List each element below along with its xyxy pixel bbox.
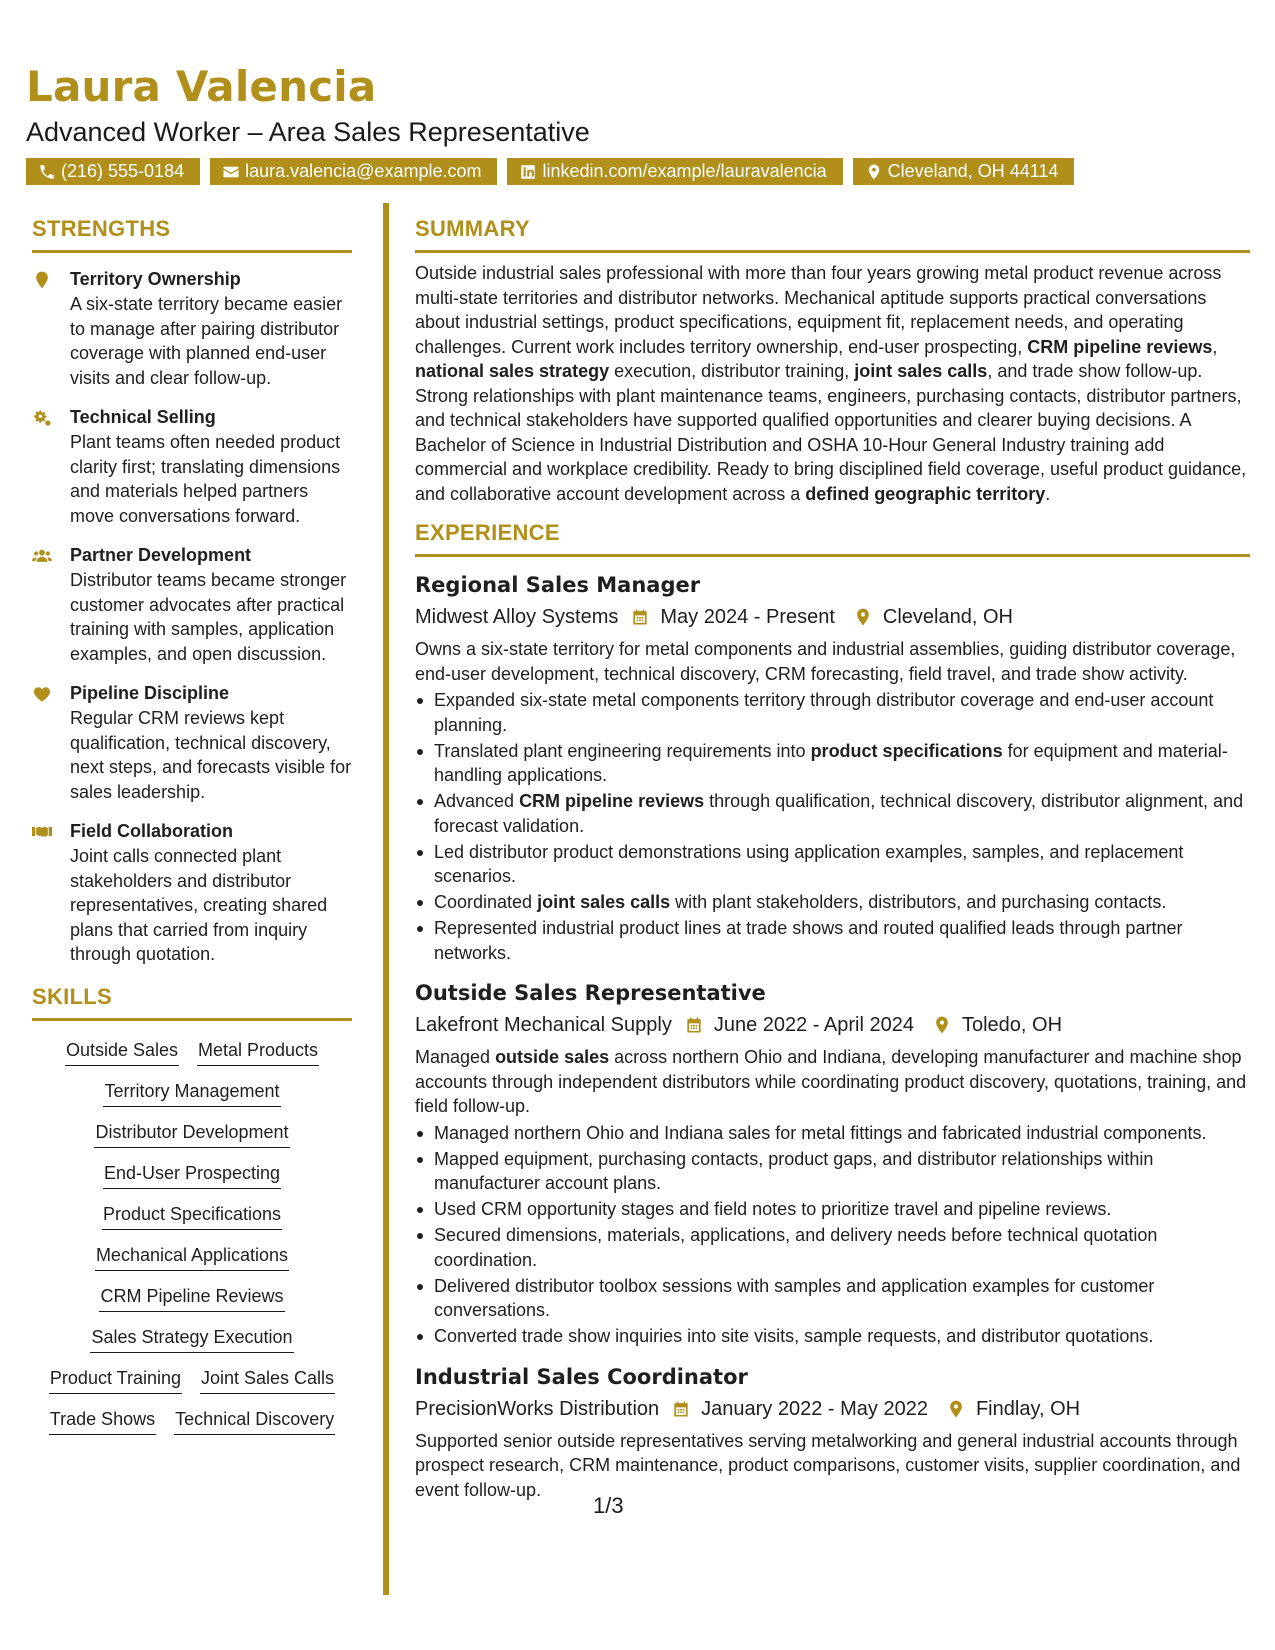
- skill-tag: Sales Strategy Execution: [90, 1324, 293, 1353]
- bullet-item: Delivered distributor toolbox sessions with samples and application examples for customer conversations.: [415, 1274, 1250, 1323]
- job-meta: [415, 1395, 1250, 1423]
- contact-phone[interactable]: [26, 158, 200, 185]
- main-column: [415, 214, 1250, 1502]
- resume-header: [26, 62, 1256, 185]
- job-dates: January 2022 - May 2022: [701, 1397, 928, 1420]
- job-location: Findlay, OH: [975, 1397, 1081, 1420]
- bullet-item: Advanced CRM pipeline reviews through qualification, technical discovery, distributor alignment, and forecast validation.: [415, 789, 1250, 838]
- job-company: Midwest Alloy Systems: [415, 606, 619, 628]
- bullet-item: Translated plant engineering requirements into product specifications for equipment and material-handling applications.: [415, 739, 1250, 788]
- heart-icon: [32, 684, 52, 704]
- contact-bar: [26, 158, 1256, 185]
- job-location: Toledo, OH: [961, 1014, 1063, 1036]
- emphasis-text: outside sales: [495, 1047, 610, 1067]
- job-company: PrecisionWorks Distribution: [415, 1397, 660, 1420]
- job-description: Owns a six-state territory for metal components and industrial assemblies, guiding distributor coverage, end-user development, technical discovery, CRM forecasting, field travel, and trade show activity.: [415, 639, 1236, 684]
- job-bullets: [415, 688, 1250, 965]
- bullet-item: Expanded six-state metal components territory through distributor coverage and end-user account planning.: [415, 688, 1250, 737]
- map-pin-icon: [865, 163, 883, 181]
- bullet-item: Represented industrial product lines at trade shows and routed qualified leads through partner networks.: [415, 916, 1250, 965]
- skill-tag: Outside Sales: [65, 1037, 179, 1066]
- contact-linkedin[interactable]: [507, 158, 842, 185]
- emphasis-text: joint sales calls: [537, 892, 671, 912]
- skill-tag: Territory Management: [103, 1078, 280, 1107]
- skills-list: [32, 1037, 352, 1435]
- skill-tag: Mechanical Applications: [95, 1242, 289, 1271]
- emphasis-text: national sales strategy: [415, 361, 610, 381]
- job-meta: [415, 603, 1250, 631]
- column-divider: [383, 203, 389, 1595]
- sidebar-column: [32, 214, 352, 1435]
- job-dates: May 2024 - Present: [660, 606, 835, 628]
- envelope-icon: [222, 163, 240, 181]
- strength-desc: Distributor teams became stronger customer advocates after practical training with samples, application examples, and open discussion.: [70, 570, 347, 664]
- strength-item: [32, 681, 352, 804]
- emphasis-text: defined geographic territory: [805, 483, 1046, 504]
- bullet-item: Coordinated joint sales calls with plant stakeholders, distributors, and purchasing contacts.: [415, 890, 1250, 915]
- job-title: Regional Sales Manager: [415, 573, 701, 597]
- emphasis-text: CRM pipeline reviews: [519, 791, 705, 811]
- emphasis-text: joint sales calls: [854, 361, 988, 381]
- skill-tag: Product Training: [49, 1365, 182, 1394]
- job-title: Outside Sales Representative: [415, 981, 766, 1005]
- strength-desc: Regular CRM reviews kept qualification, technical discovery, next steps, and forecasts visible for sales leadership.: [70, 708, 352, 802]
- strength-desc: Plant teams often needed product clarity first; translating dimensions and materials helped partners move conversations forward.: [70, 432, 341, 526]
- calendar-icon: [671, 1399, 691, 1419]
- strength-item: [32, 819, 352, 967]
- candidate-title: Advanced Worker – Area Sales Representative: [26, 117, 590, 147]
- skill-tag: Product Specifications: [102, 1201, 282, 1230]
- job-meta: [415, 1011, 1250, 1039]
- skill-tag: Trade Shows: [49, 1406, 156, 1435]
- strength-item: [32, 267, 352, 390]
- strength-title: Territory Ownership: [70, 269, 241, 289]
- job-dates: June 2022 - April 2024: [713, 1014, 914, 1036]
- strength-title: Pipeline Discipline: [70, 683, 230, 703]
- skill-tag: Technical Discovery: [174, 1406, 335, 1435]
- job-entry: [415, 1363, 1250, 1503]
- contact-linkedin-text: linkedin.com/example/lauravalencia: [542, 161, 827, 181]
- skill-tag: Metal Products: [197, 1037, 319, 1066]
- strength-item: [32, 543, 352, 666]
- job-company: Lakefront Mechanical Supply: [415, 1014, 672, 1036]
- strength-title: Partner Development: [70, 545, 252, 565]
- job-description: Supported senior outside representatives serving metalworking and general industrial accounts through prospect research, CRM maintenance, product comparisons, customer visits, supplier coordination, and event follow-up.: [415, 1430, 1241, 1500]
- bullet-item: Led distributor product demonstrations using application examples, samples, and replacement scenarios.: [415, 840, 1250, 889]
- users-icon: [32, 546, 52, 566]
- bullet-item: Used CRM opportunity stages and field notes to prioritize travel and pipeline reviews.: [415, 1197, 1250, 1222]
- emphasis-text: product specifications: [810, 740, 1003, 761]
- skill-tag: Distributor Development: [94, 1119, 289, 1148]
- contact-email-text: laura.valencia@example.com: [245, 161, 482, 181]
- summary-heading: SUMMARY: [415, 214, 1250, 253]
- strength-title: Field Collaboration: [70, 821, 234, 841]
- strength-title: Technical Selling: [70, 407, 216, 427]
- calendar-icon: [630, 607, 650, 627]
- skill-tag: Joint Sales Calls: [200, 1365, 335, 1394]
- contact-email[interactable]: [210, 158, 497, 185]
- gears-icon: [32, 408, 52, 428]
- map-pin-icon: [853, 607, 873, 627]
- bullet-item: Managed northern Ohio and Indiana sales for metal fittings and fabricated industrial components.: [415, 1121, 1250, 1146]
- map-pin-icon: [932, 1015, 952, 1035]
- bullet-item: Mapped equipment, purchasing contacts, product gaps, and distributor relationships within manufacturer account plans.: [415, 1147, 1250, 1196]
- bullet-item: Secured dimensions, materials, applications, and delivery needs before technical quotation coordination.: [415, 1223, 1250, 1272]
- map-pin-icon: [946, 1399, 966, 1419]
- skill-tag: CRM Pipeline Reviews: [99, 1283, 284, 1312]
- contact-location-text: Cleveland, OH 44114: [887, 161, 1059, 181]
- emphasis-text: CRM pipeline reviews: [1027, 336, 1213, 357]
- strength-item: [32, 405, 352, 528]
- contact-phone-text: (216) 555-0184: [61, 161, 185, 181]
- job-bullets: [415, 1121, 1250, 1349]
- strength-desc: A six-state territory became easier to manage after pairing distributor coverage with planned end-user visits and clear follow-up.: [70, 294, 343, 388]
- map-pin-icon: [32, 270, 52, 290]
- job-description: Managed outside sales across northern Ohio and Indiana, developing manufacturer and machine shop accounts through independent distributors while coordinating product discovery, quotations, training, and field follow-up.: [415, 1047, 1247, 1116]
- handshake-icon: [32, 822, 52, 842]
- candidate-name: Laura Valencia: [26, 62, 377, 111]
- strengths-heading: STRENGTHS: [32, 214, 352, 253]
- summary-text: Outside industrial sales professional with more than four years growing metal product revenue across multi-state territories and distributor networks. Mechanical aptitude supports practical conversations about industrial settings, product specifications, equipment fit, replacement needs, and operating challenges. Current work includes territory ownership, end-user prospecting, CRM pipeline reviews, national sales strategy execution, distributor training, joint sales calls, and trade show follow-up. Strong relationships with plant maintenance teams, engineers, purchasing contacts, distributor partners, and technical stakeholders have supported qualified opportunities and clearer buying decisions. A Bachelor of Science in Industrial Distribution and OSHA 10-Hour General Industry training add commercial and workplace credibility. Ready to bring disciplined field coverage, useful product guidance, and collaborative account development across a defined geographic territory.: [415, 263, 1247, 504]
- job-entry: [415, 979, 1250, 1349]
- calendar-icon: [684, 1015, 704, 1035]
- job-entry: [415, 571, 1250, 965]
- skill-tag: End-User Prospecting: [103, 1160, 281, 1189]
- page-number: 1/3: [593, 1493, 624, 1518]
- experience-heading: EXPERIENCE: [415, 518, 1250, 557]
- strengths-list: [32, 267, 352, 967]
- job-title: Industrial Sales Coordinator: [415, 1364, 748, 1389]
- bullet-item: Converted trade show inquiries into site visits, sample requests, and distributor quotations.: [415, 1324, 1250, 1349]
- linkedin-icon: [519, 163, 537, 181]
- contact-location: [853, 158, 1075, 185]
- job-location: Cleveland, OH: [882, 606, 1013, 628]
- skills-heading: SKILLS: [32, 982, 352, 1021]
- strength-desc: Joint calls connected plant stakeholders and distributor representatives, creating shared plans that carried from inquiry through quotation.: [70, 846, 328, 964]
- phone-icon: [38, 163, 56, 181]
